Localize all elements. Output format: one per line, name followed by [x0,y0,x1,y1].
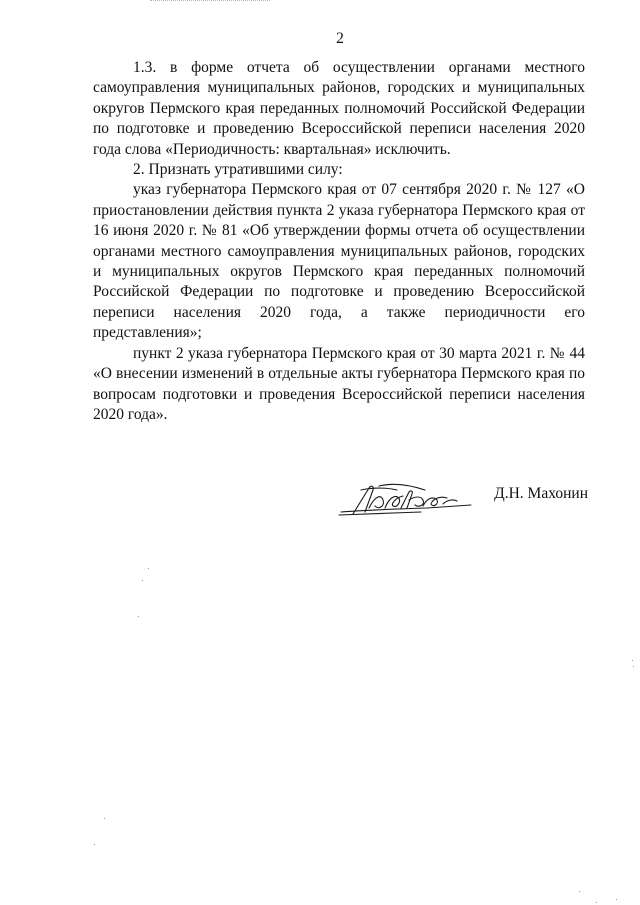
signature-icon [335,478,475,524]
scan-speck [94,844,95,845]
paragraph-1-3: 1.3. в форме отчета об осуществлении органами местного самоуправления муниципальных районов, городских и муниципальных округов Пермского края переданных полномочий Российской Федерации по подготовке и проведению Всероссийской переписи населения 2020 года слова «Периодичность: квартальная» исключить. [93,59,585,158]
paragraph-decree-44: пункт 2 указа губернатора Пермского края от 30 марта 2021 г. № 44 «О внесении изменений в отдельные акты губернатора Пермского края по вопросам подготовки и проведения Всероссийской переписи населения 2020 года». [93,344,585,423]
page-number: 2 [336,30,344,47]
paragraph-2-heading: 2. Признать утратившими силу: [133,161,343,179]
scan-speck [104,818,105,819]
scan-speck [138,616,139,617]
scan-speck [632,660,633,661]
signature-block [320,478,590,528]
scan-speck [596,902,597,903]
scan-artifact [150,0,270,3]
signer-name: Д.Н. Махонин [494,485,588,502]
paragraph-decree-127: указ губернатора Пермского края от 07 сентября 2020 г. № 127 «О приостановлении действия пункта 2 указа губернатора Пермского края от 16 июня 2020 г. № 81 «Об утверждении формы отчета об осуществлении органами местного самоуправления муниципальных районов, городских и муниципальных округов Пермского края переданных полномочий Российской Федерации по подготовке и проведению Всероссийской переписи населения 2020 года, а также периодичности его представления»; [93,181,585,342]
scan-speck [148,568,149,569]
scan-speck [633,666,634,667]
scan-speck [142,580,143,581]
document-body [93,58,585,425]
scan-speck [616,899,617,900]
scan-speck [579,891,580,892]
